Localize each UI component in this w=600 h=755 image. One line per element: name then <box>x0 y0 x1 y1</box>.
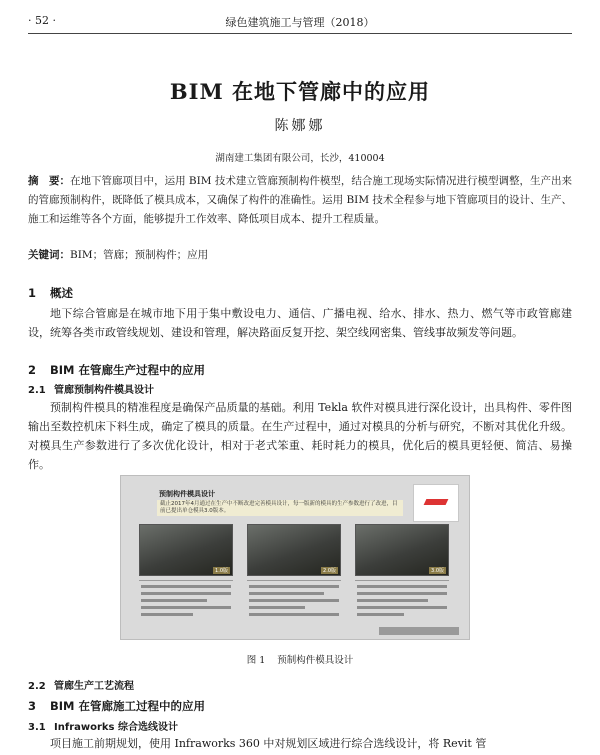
abstract-text: 在地下管廊项目中，运用 BIM 技术建立管廊预制构件模型，结合施工现场实际情况进行模型调整，生产出来的管廊预制构件，既降低了模具成本，又确保了构件的准确性。运用 BIM 技术全程参与地下管廊项目的设计、生产、施工和运维等各个方面，能够提升工作效率、降低项目成本、提升工程质量。 <box>28 175 573 225</box>
photo-version-tag: 2.0版 <box>323 568 336 574</box>
subsection-number: 3.1 <box>28 722 46 733</box>
paragraph-mold-design: 预制构件模具的精准程度是确保产品质量的基础。利用 Tekla 软件对模具进行深化设计，出具构件、零件图输出至数控机床下料生成，确定了模具的质量。在生产过程中，通过对模具的分析与研究，不断对其优化升级。对模具生产参数进行了多次优化设计，相对于老式笨重、耗时耗力的模具，优化后的模具更轻便、简洁、易操作。 <box>28 401 572 471</box>
figure-inner-subtitle: 截止2017年4月通过在生产中不断改进完善模具设计，每一版新的模具的生产参数进行了改进，目前已提出单仓模具3.0版本。 <box>157 500 403 516</box>
figure-mold-design <box>120 475 470 640</box>
paragraph-overview: 地下综合管廊是在城市地下用于集中敷设电力、通信、广播电视、给水、排水、热力、燃气等市政管廊建设，统筹各类市政管线规划、建设和管理，解决路面反复开挖、架空线网密集、管线事故频发等问题。 <box>28 307 572 339</box>
photo-version-tag: 1.0版 <box>215 568 228 574</box>
section-number: 2 <box>28 363 37 377</box>
abstract-label: 摘 要： <box>28 175 71 187</box>
paragraph-route-selection: 项目施工前期规划，使用 Infraworks 360 中对规划区域进行综合选线设计，将 Revit 管 <box>50 737 487 750</box>
subsection-number: 2.1 <box>28 385 46 396</box>
keywords-label: 关键词： <box>28 249 70 261</box>
subsection-number: 2.2 <box>28 681 46 692</box>
photo-version-tag: 3.0版 <box>431 568 444 574</box>
subsection-title: Infraworks 综合选线设计 <box>54 722 178 733</box>
keywords <box>28 247 572 262</box>
page-number: · 52 · <box>28 14 56 27</box>
author-affiliation: 湖南建工集团有限公司，长沙，410004 <box>215 153 385 164</box>
section-heading-3 <box>28 698 205 714</box>
photo-notes-v1 <box>139 580 233 620</box>
paper-title: BIM 在地下管廊中的应用 <box>169 79 431 104</box>
abstract <box>28 172 572 229</box>
figure-footer-bar <box>379 627 459 635</box>
section-heading-1 <box>28 285 73 301</box>
company-logo <box>413 484 459 522</box>
section-title: 概述 <box>50 286 73 300</box>
journal-title: 绿色建筑施工与管理（2018） <box>225 16 375 29</box>
section-number: 1 <box>28 286 37 300</box>
figure-number: 图 1 <box>246 655 266 666</box>
figure-caption-text: 预制构件模具设计 <box>277 655 354 666</box>
section-title: BIM 在管廊施工过程中的应用 <box>50 699 205 713</box>
mold-photo-v1 <box>139 524 233 576</box>
section-number: 3 <box>28 699 37 713</box>
subsection-title: 管廊生产工艺流程 <box>54 681 134 692</box>
keywords-text: BIM；管廊；预制构件；应用 <box>70 249 209 261</box>
page-header <box>28 10 572 34</box>
section-heading-2 <box>28 362 205 378</box>
mold-photo-v2 <box>247 524 341 576</box>
subsection-title: 管廊预制构件模具设计 <box>54 385 154 396</box>
photo-notes-v3 <box>355 580 449 620</box>
figure-inner-title: 预制构件模具设计 <box>159 490 215 498</box>
paper-author: 陈娜娜 <box>274 118 326 134</box>
photo-notes-v2 <box>247 580 341 620</box>
mold-photo-v3 <box>355 524 449 576</box>
subsection-heading-2-1 <box>28 381 154 396</box>
section-title: BIM 在管廊生产过程中的应用 <box>50 363 205 377</box>
subsection-heading-2-2 <box>28 677 134 692</box>
subsection-heading-3-1 <box>28 718 178 733</box>
figure-caption <box>0 652 600 666</box>
